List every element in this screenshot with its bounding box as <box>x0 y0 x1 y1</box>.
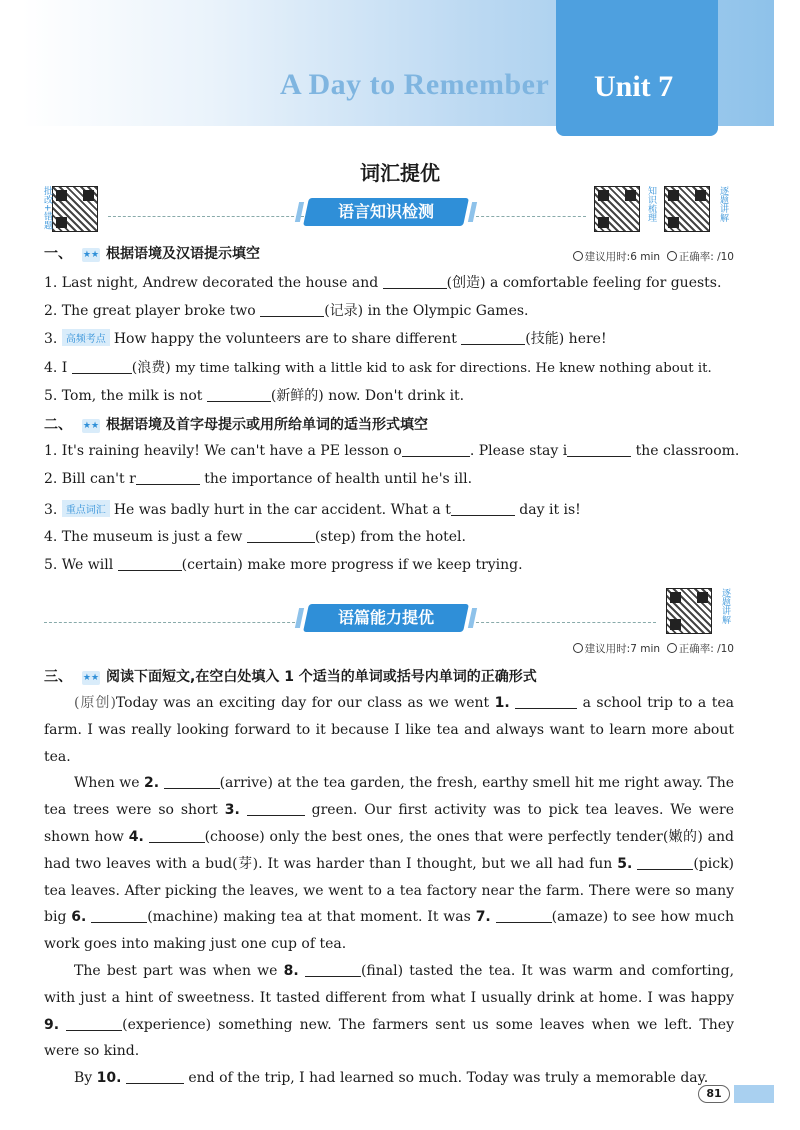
qr-label-grading: 批改+错题 <box>42 186 52 230</box>
paragraph-3: The best part was when we 8. (final) tasted the tea. It was warm and comforting, with just a hint of sweetness. It tasted different from what I usually drink at home. I was happy 9. (experience) something new. The farmers sent us some leaves when we left. They were so kind. <box>44 962 735 1060</box>
qr-label-knowledge: 知识梳理 <box>646 186 656 222</box>
section-banner-reading: 语篇能力提优 <box>303 604 469 632</box>
question-1-3: 3. 高频考点 How happy the volunteers are to share different (技能) here! <box>44 331 607 347</box>
question-2-4: 4. The museum is just a few (step) from the hotel. <box>44 529 466 545</box>
dashed-divider <box>108 216 304 217</box>
answer-blank[interactable] <box>305 963 361 977</box>
answer-blank[interactable] <box>118 557 182 571</box>
part-one-heading: 一、 ★★ 根据语境及汉语提示填空 <box>44 246 260 262</box>
question-2-1: 1. It's raining heavily! We can't have a PE lesson o . Please stay i the classroom. <box>44 443 740 459</box>
check-icon <box>667 643 677 653</box>
answer-blank[interactable] <box>260 303 324 317</box>
difficulty-stars-icon: ★★ <box>82 421 100 431</box>
part-two-heading: 二、 ★★ 根据语境及首字母提示或用所给单词的适当形式填空 <box>44 417 428 433</box>
question-2-5: 5. We will (certain) make more progress if we keep trying. <box>44 557 523 573</box>
answer-blank[interactable] <box>247 529 315 543</box>
qr-code-reading[interactable] <box>666 588 712 634</box>
page-heading: 词汇提优 <box>360 161 440 185</box>
answer-blank[interactable] <box>451 502 515 516</box>
check-icon <box>667 251 677 261</box>
question-1-1: 1. Last night, Andrew decorated the house and (创造) a comfortable feeling for guests. <box>44 275 722 291</box>
answer-blank[interactable] <box>461 331 525 345</box>
answer-blank[interactable] <box>402 443 470 457</box>
question-2-3: 3. 重点词汇 He was badly hurt in the car accident. What a t day it is! <box>44 502 581 518</box>
difficulty-stars-icon: ★★ <box>82 673 100 683</box>
paragraph-2: When we 2. (arrive) at the tea garden, the fresh, earthy smell hit me right away. The tea trees were so short 3. green. Our first activity was to pick tea leaves. We were shown how 4. (choose) only the best ones, the ones that were perfectly tender(嫩的) and had two leaves with a bud(芽). It was harder than I thought, but we all had fun 5. (pick) tea leaves. After picking the leaves, we went to a tea factory near the farm. There were so many big 6. (machine) making tea at that moment. It was 7. (amaze) to see how much work goes into making just one cup of tea. <box>44 775 735 953</box>
answer-blank[interactable] <box>91 909 147 923</box>
answer-blank[interactable] <box>496 909 552 923</box>
unit-badge <box>556 0 718 136</box>
paragraph-1: (原创)Today was an exciting day for our class as we went 1. a school trip to a tea farm. I was really looking forward to it because I like tea and always want to learn more about tea. <box>44 695 734 765</box>
page-number: 81 <box>698 1085 730 1103</box>
dashed-divider <box>476 622 656 623</box>
clock-icon <box>573 643 583 653</box>
answer-blank[interactable] <box>637 856 693 870</box>
qr-label-explain: 逐题讲解 <box>718 186 728 222</box>
answer-blank[interactable] <box>247 802 305 816</box>
answer-blank[interactable] <box>126 1070 184 1084</box>
answer-blank[interactable] <box>515 695 577 709</box>
qr-label-reading: 逐题讲解 <box>720 588 730 624</box>
qr-code-knowledge[interactable] <box>594 186 640 232</box>
answer-blank[interactable] <box>72 360 132 374</box>
difficulty-stars-icon: ★★ <box>82 250 100 260</box>
dashed-divider <box>476 216 586 217</box>
answer-blank[interactable] <box>383 275 447 289</box>
answer-blank[interactable] <box>567 443 631 457</box>
answer-blank[interactable] <box>66 1017 122 1031</box>
answer-blank[interactable] <box>207 388 271 402</box>
question-1-2: 2. The great player broke two (记录) in the Olympic Games. <box>44 303 529 319</box>
question-1-5: 5. Tom, the milk is not (新鲜的) now. Don't drink it. <box>44 388 465 404</box>
question-1-4: 4. I (浪费) my time talking with a little kid to ask for directions. He knew nothing about it. <box>44 360 712 376</box>
part-one-meta: 建议用时:6 min 正确率: /10 <box>573 249 734 264</box>
tag-frequent-point: 高频考点 <box>62 329 110 346</box>
paragraph-4: By 10. end of the trip, I had learned so much. Today was truly a memorable day. <box>74 1070 709 1087</box>
answer-blank[interactable] <box>136 471 200 485</box>
part-three-heading: 三、 ★★ 阅读下面短文,在空白处填入 1 个适当的单词或括号内单词的正确形式 <box>44 669 537 685</box>
part-three-meta: 建议用时:7 min 正确率: /10 <box>573 641 734 656</box>
dashed-divider <box>44 622 300 623</box>
chapter-title: A Day to Remember <box>280 68 550 101</box>
reading-passage <box>44 690 734 1092</box>
unit-label: Unit 7 <box>594 70 674 103</box>
tag-key-vocabulary: 重点词汇 <box>62 500 110 517</box>
qr-code-grading[interactable] <box>52 186 98 232</box>
page-tab-decoration <box>734 1085 774 1103</box>
clock-icon <box>573 251 583 261</box>
question-2-2: 2. Bill can't r the importance of health until he's ill. <box>44 471 473 487</box>
section-banner-knowledge: 语言知识检测 <box>303 198 469 226</box>
answer-blank[interactable] <box>164 775 220 789</box>
qr-code-explain[interactable] <box>664 186 710 232</box>
answer-blank[interactable] <box>149 829 205 843</box>
